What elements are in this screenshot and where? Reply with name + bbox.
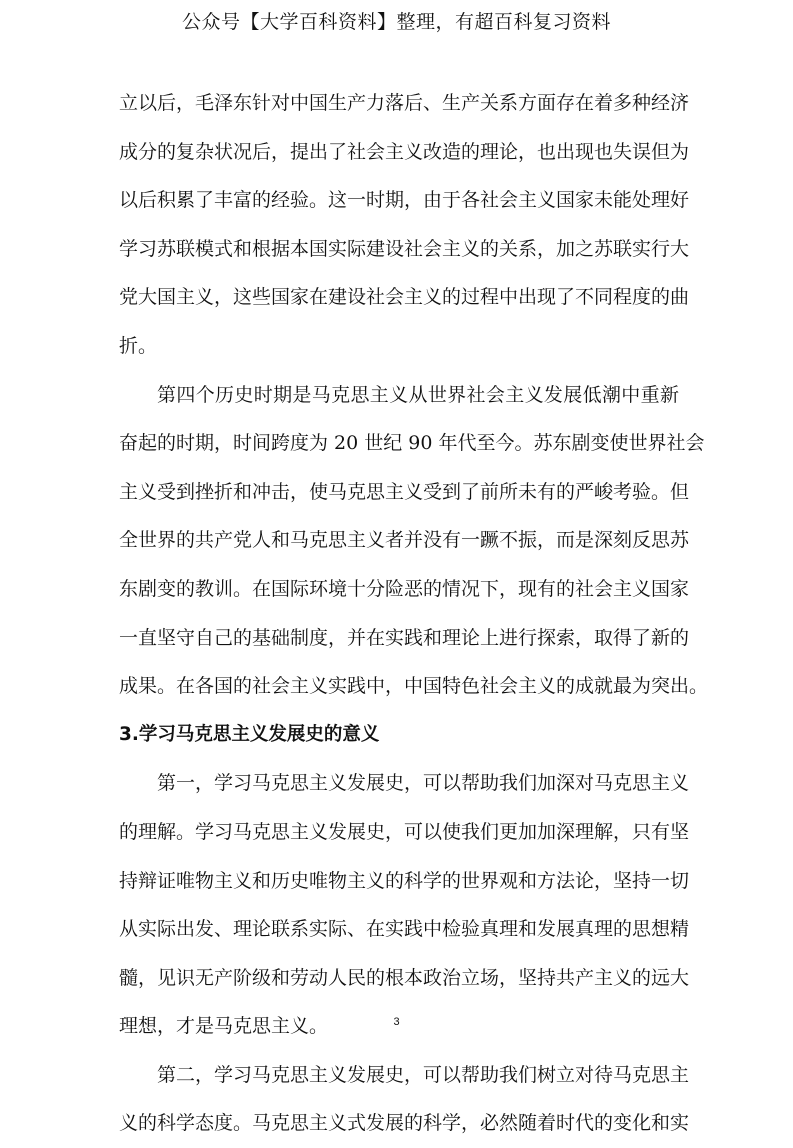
text-line: 全世界的共产党人和马克思主义者并没有一蹶不振，而是深刻反思苏	[119, 529, 690, 552]
page-header: 公众号【大学百科资料】整理，有超百科复习资料	[181, 11, 611, 33]
text-line: 以后积累了丰富的经验。这一时期，由于各社会主义国家未能处理好	[119, 189, 690, 212]
text-line: 党大国主义，这些国家在建设社会主义的过程中出现了不同程度的曲	[119, 286, 690, 309]
text-line: 学习苏联模式和根据本国实际建设社会主义的关系，加之苏联实行大	[119, 237, 690, 260]
body-text	[119, 79, 709, 1148]
text-line: 的理解。学习马克思主义发展史，可以使我们更加加深理解，只有坚	[119, 820, 690, 843]
text-line: 立以后，毛泽东针对中国生产力落后、生产关系方面存在着多种经济	[119, 92, 690, 114]
text-line: 折。	[119, 334, 158, 357]
text-line: 持辩证唯物主义和历史唯物主义的科学的世界观和方法论，坚持一切	[119, 869, 690, 892]
text-line: 奋起的时期，时间跨度为 20 世纪 90 年代至今。苏东剧变使世界社会	[119, 432, 705, 455]
text-line: 理想，才是马克思主义。	[119, 1015, 329, 1038]
text-line: 成果。在各国的社会主义实践中，中国特色社会主义的成就最为突出。	[119, 675, 709, 698]
text-line: 第一，学习马克思主义发展史，可以帮助我们加深对马克思主义	[157, 772, 690, 795]
text-line: 一直坚守自己的基础制度，并在实践和理论上进行探索，取得了新的	[119, 626, 690, 649]
text-line: 东剧变的教训。在国际环境十分险恶的情况下，现有的社会主义国家	[119, 577, 690, 600]
page-number: 3	[393, 1016, 400, 1028]
text-line: 主义受到挫折和冲击，使马克思主义受到了前所未有的严峻考验。但	[119, 480, 690, 503]
section-heading: 3.学习马克思主义发展史的意义	[119, 723, 380, 745]
text-line: 第二，学习马克思主义发展史，可以帮助我们树立对待马克思主	[157, 1063, 690, 1086]
text-line: 成分的复杂状况后，提出了社会主义改造的理论，也出现也失误但为	[119, 140, 690, 163]
text-line: 第四个历史时期是马克思主义从世界社会主义发展低潮中重新	[157, 383, 679, 406]
text-line: 义的科学态度。马克思主义式发展的科学，必然随着时代的变化和实	[119, 1112, 690, 1135]
text-line: 从实际出发、理论联系实际、在实践中检验真理和发展真理的思想精	[119, 918, 690, 941]
text-line: 髓，见识无产阶级和劳动人民的根本政治立场，坚持共产主义的远大	[119, 966, 690, 989]
